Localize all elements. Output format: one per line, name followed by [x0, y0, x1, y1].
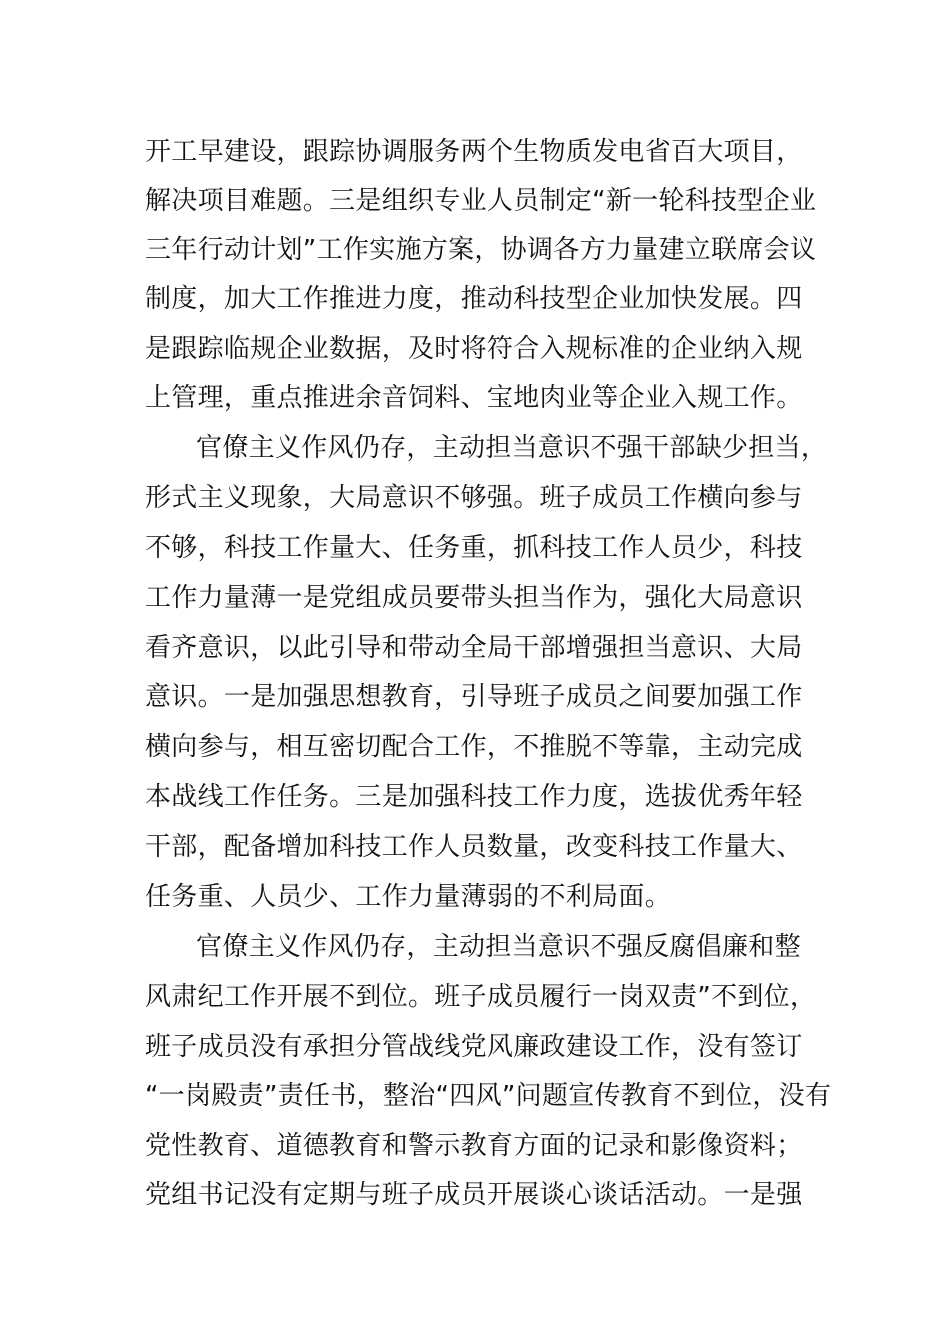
text-line: 任务重、人员少、工作力量薄弱的不利局面。 [145, 882, 672, 912]
paragraph-first-line: 官僚主义作风仍存，主动担当意识不强反腐倡廉和整 [196, 932, 801, 962]
text-line: 形式主义现象，大局意识不够强。班子成员工作横向参与 [145, 483, 803, 513]
text-line: 横向参与，相互密切配合工作，不推脱不等靠，主动完成 [145, 732, 803, 762]
text-line: 是跟踪临规企业数据，及时将符合入规标准的企业纳入规 [145, 334, 803, 364]
text-line: 看齐意识，以此引导和带动全局干部增强担当意识、大局 [145, 633, 803, 663]
text-line: 制度，加大工作推进力度，推动科技型企业加快发展。四 [145, 284, 803, 314]
text-line: 本战线工作任务。三是加强科技工作力度，选拔优秀年轻 [145, 782, 803, 812]
text-line: 不够，科技工作量大、任务重，抓科技工作人员少，科技 [145, 533, 803, 563]
text-line: 三年行动计划”工作实施方案，协调各方力量建立联席会议 [145, 235, 817, 265]
paragraph-first-line: 官僚主义作风仍存，主动担当意识不强干部缺少担当， [196, 433, 828, 463]
text-line: 风肃纪工作开展不到位。班子成员履行一岗双责”不到位， [145, 982, 817, 1012]
text-line: 上管理，重点推进余音饲料、宝地肉业等企业入规工作。 [145, 383, 803, 413]
text-line: 党性教育、道德教育和警示教育方面的记录和影像资料； [145, 1131, 803, 1161]
text-line: 党组书记没有定期与班子成员开展谈心谈话活动。一是强 [145, 1180, 803, 1210]
text-line: 班子成员没有承担分管战线党风廉政建设工作，没有签订 [145, 1032, 803, 1062]
text-line: 工作力量薄一是党组成员要带头担当作为，强化大局意识 [145, 583, 803, 613]
text-line: 意识。一是加强思想教育，引导班子成员之间要加强工作 [145, 682, 803, 712]
text-line: 开工早建设，跟踪协调服务两个生物质发电省百大项目， [145, 137, 803, 167]
text-line: 解决项目难题。三是组织专业人员制定“新一轮科技型企业 [145, 186, 817, 216]
text-line: 干部，配备增加科技工作人员数量，改变科技工作量大、 [145, 832, 803, 862]
text-line: “一岗殿责”责任书，整治“四风”问题宣传教育不到位，没有 [145, 1081, 832, 1111]
